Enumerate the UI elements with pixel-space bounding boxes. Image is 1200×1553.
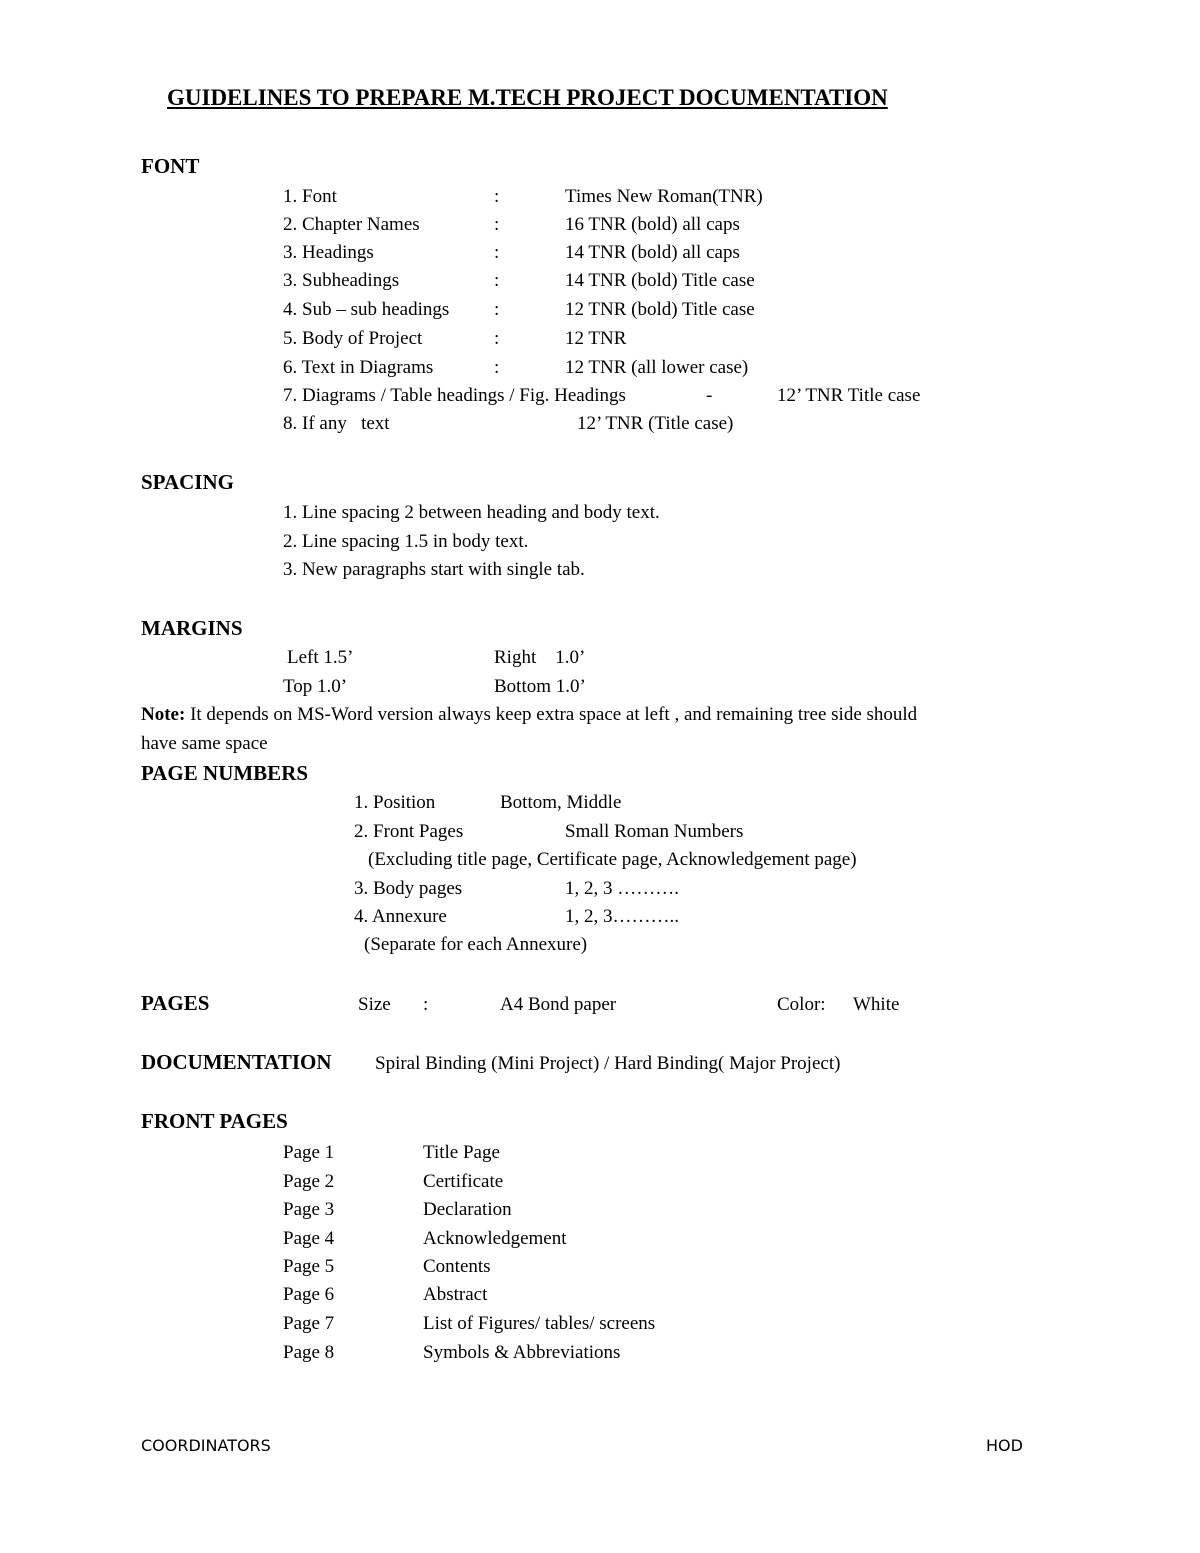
pages-color-value: White (853, 994, 900, 1015)
font-item-label: 3. Headings (283, 242, 374, 263)
page-number-note: (Separate for each Annexure) (364, 934, 588, 955)
pages-color-label: Color: (777, 994, 826, 1015)
front-page-name: Declaration (423, 1199, 512, 1220)
spacing-heading: SPACING (141, 470, 234, 494)
page-numbers-heading: PAGE NUMBERS (141, 761, 309, 785)
font-item-label: 8. If any text (283, 413, 390, 434)
front-page-number: Page 2 (283, 1171, 335, 1192)
font-item-value: 12 TNR (565, 328, 627, 349)
page-number-label: 4. Annexure (354, 906, 447, 927)
font-item-value: 12 TNR (bold) Title case (565, 299, 755, 320)
pages-size-label: Size (358, 994, 391, 1015)
page-number-note: (Excluding title page, Certificate page, Acknowledgement page) (368, 849, 857, 870)
margin-right: Right 1.0’ (494, 647, 586, 668)
font-item-value: Times New Roman(TNR) (565, 186, 763, 207)
front-page-number: Page 6 (283, 1284, 335, 1305)
page-number-value: 1, 2, 3……….. (565, 906, 679, 927)
margin-bottom: Bottom 1.0’ (494, 676, 586, 697)
font-item-sep: : (494, 270, 500, 291)
font-item-value: 12 TNR (all lower case) (565, 357, 749, 378)
page-number-value: Small Roman Numbers (565, 821, 744, 842)
font-item-sep: : (494, 328, 500, 349)
font-item-value: 14 TNR (bold) all caps (565, 242, 740, 263)
font-item-label: 3. Subheadings (283, 270, 400, 291)
font-item-value: 12’ TNR (Title case) (577, 413, 734, 434)
page-title: GUIDELINES TO PREPARE M.TECH PROJECT DOCUMENTATION (167, 85, 888, 110)
spacing-item: 1. Line spacing 2 between heading and body text. (283, 502, 660, 523)
font-item-value: 12’ TNR Title case (777, 385, 921, 406)
font-item-sep: : (494, 242, 500, 263)
margins-note (141, 705, 917, 724)
note-text: It depends on MS-Word version always keep extra space at left , and remaining tree side should (185, 704, 918, 725)
documentation-value: Spiral Binding (Mini Project) / Hard Binding( Major Project) (375, 1053, 841, 1074)
page-number-label: 1. Position (354, 792, 436, 813)
note-label: Note: (141, 704, 186, 725)
page-number-value: 1, 2, 3 ………. (565, 878, 679, 899)
font-item-label: 6. Text in Diagrams (283, 357, 434, 378)
margins-note-cont: have same space (141, 733, 268, 754)
margin-left: Left 1.5’ (287, 647, 354, 668)
front-page-name: Title Page (423, 1142, 500, 1163)
footer-coordinators: COORDINATORS (141, 1436, 271, 1455)
front-page-number: Page 5 (283, 1256, 335, 1277)
front-page-number: Page 8 (283, 1342, 335, 1363)
font-item-value: 14 TNR (bold) Title case (565, 270, 755, 291)
font-item-sep: : (494, 214, 500, 235)
font-item-label: 2. Chapter Names (283, 214, 420, 235)
font-item-label: 1. Font (283, 186, 337, 207)
front-page-name: Certificate (423, 1171, 504, 1192)
pages-size-value: A4 Bond paper (500, 994, 617, 1015)
front-pages-heading: FRONT PAGES (141, 1109, 288, 1133)
font-item-value: 16 TNR (bold) all caps (565, 214, 740, 235)
font-item-label: 5. Body of Project (283, 328, 423, 349)
font-item-label: 4. Sub – sub headings (283, 299, 450, 320)
front-page-name: Acknowledgement (423, 1228, 567, 1249)
front-page-number: Page 3 (283, 1199, 335, 1220)
documentation-heading: DOCUMENTATION (141, 1050, 332, 1074)
font-item-label: 7. Diagrams / Table headings / Fig. Headings (283, 385, 626, 406)
front-page-name: List of Figures/ tables/ screens (423, 1313, 656, 1334)
page-number-label: 3. Body pages (354, 878, 463, 899)
page-number-label: 2. Front Pages (354, 821, 464, 842)
font-item-sep: : (494, 186, 500, 207)
front-page-name: Abstract (423, 1284, 488, 1305)
front-page-number: Page 4 (283, 1228, 335, 1249)
footer-hod: HOD (986, 1436, 1023, 1455)
font-item-sep: : (494, 299, 500, 320)
font-heading: FONT (141, 154, 200, 178)
page-number-value: Bottom, Middle (500, 792, 622, 813)
front-page-number: Page 7 (283, 1313, 335, 1334)
margin-top: Top 1.0’ (283, 676, 348, 697)
font-item-sep: : (494, 357, 500, 378)
front-page-name: Contents (423, 1256, 491, 1277)
spacing-item: 2. Line spacing 1.5 in body text. (283, 531, 529, 552)
margins-heading: MARGINS (141, 616, 243, 640)
front-page-name: Symbols & Abbreviations (423, 1342, 621, 1363)
front-page-number: Page 1 (283, 1142, 335, 1163)
spacing-item: 3. New paragraphs start with single tab. (283, 559, 585, 580)
pages-heading: PAGES (141, 991, 210, 1015)
font-item-sep: - (706, 385, 713, 406)
pages-sep: : (423, 994, 429, 1015)
